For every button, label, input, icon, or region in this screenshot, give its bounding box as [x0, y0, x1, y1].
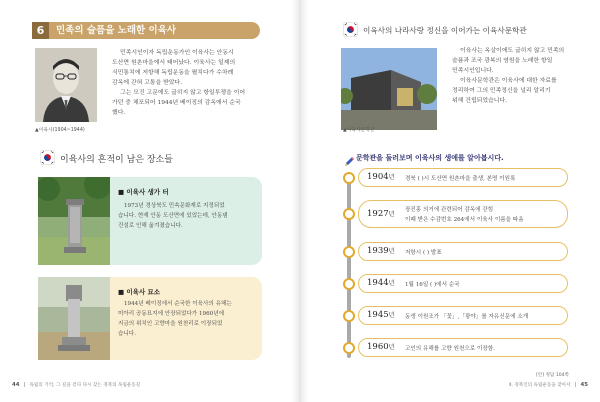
- taegukgi-flag-icon: [40, 150, 55, 165]
- timeline-desc: 이때 받은 수감번호 264에서 이육사 이름을 따옴: [405, 217, 524, 223]
- museum-line: 슬픔과 조국 광복의 염원을 노래한 항일: [452, 58, 553, 64]
- timeline-desc: 1월 16일 ( )에서 순국: [405, 282, 460, 288]
- life-timeline: [341, 168, 571, 368]
- timeline-dot: [343, 246, 355, 258]
- timeline-item: [341, 338, 571, 357]
- timeline-desc: 저항시 ( ) 발표: [405, 250, 442, 256]
- timeline-dot: [343, 172, 355, 184]
- timeline-pill: [358, 242, 568, 261]
- timeline-pill: [358, 274, 568, 293]
- timeline-desc: 경북 ( )시 도산면 원촌마을 출생, 본명 이원록: [405, 176, 516, 182]
- grave-photo: [38, 277, 110, 360]
- place-box-birthplace: [110, 177, 262, 265]
- book-gutter: [292, 0, 308, 402]
- place-box-grave: [110, 277, 262, 360]
- timeline-year: 1927년: [367, 209, 395, 219]
- place-line: 습니다. 현재 안동 도산면에 있었는데, 안동댐: [118, 213, 228, 219]
- footer-text: Ⅱ. 경북인의 독립운동을 찾아서: [509, 383, 571, 388]
- intro-line: 그는 모진 고문에도 굽히지 않고 항일투쟁을 이어: [120, 90, 246, 96]
- place-title: ■ 이육사 생가 터: [118, 188, 169, 196]
- place-line: 미아리 공동묘지에 안장되었다가 1960년에: [118, 311, 225, 317]
- intro-line: 감옥에 갇혀 고통을 받았다.: [112, 80, 183, 86]
- footer-divider: [24, 382, 25, 387]
- page-number: 44: [12, 382, 20, 388]
- timeline-year: 1904년: [367, 172, 395, 182]
- activity-heading-label: 문학관을 둘러보며 이육사의 생애를 알아봅시다.: [356, 154, 504, 162]
- left-footer: [12, 382, 140, 388]
- timeline-dot: [343, 278, 355, 290]
- intro-paragraph: [112, 48, 262, 118]
- place-description: [118, 299, 256, 339]
- section-title: 민족의 슬픔을 노래한 이육사: [56, 25, 177, 36]
- museum-line: 이육사는 옥살이에도 굽히지 않고 민족의: [460, 48, 565, 54]
- place-line: 지금의 위치인 고향마을 원천리로 이장되었: [118, 321, 223, 327]
- portrait-photo: [35, 48, 97, 122]
- right-footer: [452, 382, 588, 388]
- intro-line: 민족시인이자 독립운동가인 이육사는 안동시: [120, 50, 234, 56]
- intro-line: 했다.: [112, 110, 126, 116]
- museum-line: 민족시인입니다.: [452, 68, 494, 74]
- timeline-pill: [358, 168, 568, 187]
- footer-text: 독립의 기억, 그 길을 걷다 다시 찾는 경북의 독립운동길: [29, 383, 141, 388]
- place-line: 습니다.: [118, 331, 136, 337]
- timeline-pill: [358, 338, 568, 357]
- place-title: ■ 이육사 묘소: [118, 288, 161, 296]
- places-heading-label: 이육사의 흔적이 남은 장소들: [60, 155, 173, 165]
- timeline-year: 1944년: [367, 278, 395, 288]
- timeline-item: [341, 168, 571, 187]
- museum-line: 위해 건립되었습니다.: [452, 98, 507, 104]
- timeline-pill: [358, 200, 568, 228]
- timeline-item: [341, 306, 571, 325]
- museum-photo: [341, 48, 437, 130]
- timeline-year: 1960년: [367, 342, 395, 352]
- timeline-dot: [343, 310, 355, 322]
- timeline-year: 1945년: [367, 310, 395, 320]
- museum-line: 이육사문학관은 이육사에 대한 자료를: [460, 78, 557, 84]
- place-line: 건설로 인해 옮겨졌습니다.: [118, 223, 183, 229]
- intro-line: 가던 중 체포되어 1944년 베이징의 감옥에서 순국: [112, 100, 241, 106]
- timeline-item: [341, 274, 571, 293]
- section-title-bar: [32, 22, 260, 39]
- timeline-pill: [358, 306, 568, 325]
- taegukgi-flag-icon: [343, 22, 358, 37]
- intro-line: 식민통치에 저항해 독립운동을 펼치다가 수차례: [112, 70, 234, 76]
- footer-divider: [575, 382, 576, 387]
- place-line: 1944년 베이징에서 순국한 이육사의 유해는: [124, 301, 232, 307]
- intro-line: 도산면 원촌마을에서 태어났다. 이육사는 일제의: [112, 60, 236, 66]
- timeline-desc: 고인의 유해를 고향 원천으로 이장함.: [405, 346, 495, 352]
- page-number: 45: [580, 382, 588, 388]
- timeline-dot: [343, 208, 355, 220]
- museum-heading-label: 이육사의 나라사랑 정신을 이어가는 이육사문학관: [363, 26, 527, 35]
- timeline-year: 1939년: [367, 246, 395, 256]
- museum-line: 정리하여 그의 민족정신을 널리 알리기: [452, 88, 551, 94]
- timeline-item: [341, 242, 571, 261]
- timeline-desc: 장진홍 의거에 관련되어 감옥에 갇힘: [405, 207, 494, 213]
- museum-photo-caption: ▲이육사문학관: [343, 128, 375, 133]
- place-description: [118, 201, 256, 231]
- museum-paragraph: [452, 46, 572, 106]
- timeline-item: [341, 200, 571, 228]
- timeline-dot: [343, 342, 355, 354]
- birthplace-photo: [38, 177, 110, 265]
- portrait-caption: ▲이육사(1904~1944): [35, 128, 85, 133]
- timeline-desc: 동생 이원조가 「꽃」,「광야」를 자유신문에 소개: [405, 314, 529, 320]
- section-number: 6: [32, 22, 49, 39]
- answer-note: [안] 정답 104쪽: [536, 373, 570, 378]
- place-line: 1973년 경상북도 민속문화재로 지정되었: [124, 203, 225, 209]
